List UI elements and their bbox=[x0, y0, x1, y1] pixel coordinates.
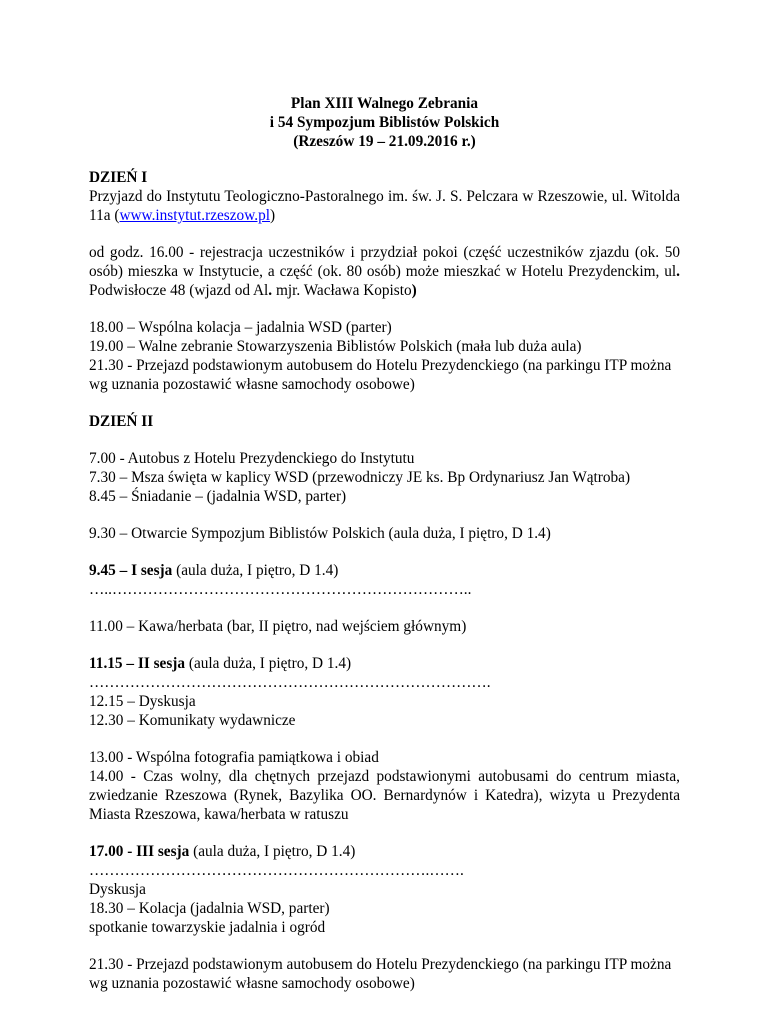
day2-afternoon bbox=[89, 748, 680, 824]
schedule-item: 12.15 – Dyskusja bbox=[89, 693, 196, 710]
schedule-item: 18.30 – Kolacja (jadalnia WSD, parter) bbox=[89, 900, 330, 917]
session-2-title: 11.15 – II sesja bbox=[89, 655, 186, 672]
schedule-item: 8.45 – Śniadanie – (jadalnia WSD, parter) bbox=[89, 488, 347, 505]
registration-close: ) bbox=[411, 282, 417, 299]
title-line-2: i 54 Sympozjum Biblistów Polskich bbox=[269, 114, 500, 131]
registration-text-3: mjr. Wacława Kopisto bbox=[272, 282, 412, 299]
schedule-item: 21.30 - Przejazd podstawionym autobusem do Hotelu Prezydenckiego (na parkingu ITP można wg uznania pozostawić własne samochody osobowe) bbox=[89, 357, 672, 393]
session-1 bbox=[89, 561, 680, 599]
day2-morning bbox=[89, 449, 680, 506]
schedule-item: 12.30 – Komunikaty wydawnicze bbox=[89, 712, 296, 729]
document-body bbox=[89, 94, 680, 1011]
session-2-placeholder: ……………………………………………………………………. bbox=[89, 674, 491, 691]
day1-arrival-text: Przyjazd do Instytutu Teologiczno-Pastoralnego im. św. J. S. Pelczara w Rzeszowie, ul. Witolda 11a ( bbox=[89, 188, 680, 224]
day1-arrival-close: ) bbox=[269, 207, 276, 224]
session-3-placeholder: ………………………………………………………….……. bbox=[89, 862, 464, 879]
schedule-item: 14.00 - Czas wolny, dla chętnych przejazd podstawionymi autobusami do centrum miasta, zwiedzanie Rzeszowa (Rynek, Bazylika OO. Bernardynów i Katedra), wizyta u Prezydenta Miasta Rzeszowa, kawa/herbata w ratuszu bbox=[89, 768, 680, 823]
day1-registration bbox=[89, 243, 680, 300]
schedule-item: 18.00 – Wspólna kolacja – jadalnia WSD (parter) bbox=[89, 319, 392, 336]
coffee-break: 11.00 – Kawa/herbata (bar, II piętro, nad wejściem głównym) bbox=[89, 618, 467, 635]
registration-text-1: od godz. 16.00 - rejestracja uczestników i przydział pokoi (część uczestników zjazdu (ok. 50 osób) mieszka w Instytucie, a część (ok. 80 osób) może mieszkać w Hotelu Prezydenckim, ul bbox=[89, 244, 680, 280]
day2-opening: 9.30 – Otwarcie Sympozjum Biblistów Polskich (aula duża, I piętro, D 1.4) bbox=[89, 525, 551, 542]
schedule-item: spotkanie towarzyskie jadalnia i ogród bbox=[89, 919, 326, 936]
schedule-item: Dyskusja bbox=[89, 881, 146, 898]
session-3-location: (aula duża, I piętro, D 1.4) bbox=[189, 843, 356, 860]
schedule-item: 19.00 – Walne zebranie Stowarzyszenia Biblistów Polskich (mała lub duża aula) bbox=[89, 338, 582, 355]
day1-schedule bbox=[89, 318, 680, 394]
registration-dot-2: . bbox=[268, 282, 273, 299]
day2-return: 21.30 - Przejazd podstawionym autobusem do Hotelu Prezydenckiego (na parkingu ITP można wg uznania pozostawić własne samochody osobowe) bbox=[89, 956, 672, 992]
day2-heading: DZIEŃ II bbox=[89, 413, 154, 430]
session-1-title: 9.45 – I sesja bbox=[89, 562, 173, 579]
session-2 bbox=[89, 654, 680, 730]
session-3-title: 17.00 - III sesja bbox=[89, 843, 190, 860]
day1-heading: DZIEŃ I bbox=[89, 169, 148, 186]
day1-arrival-section bbox=[89, 168, 680, 225]
institute-website-link[interactable]: www.instytut.rzeszow.pl bbox=[119, 207, 270, 224]
schedule-item: 7.30 – Msza święta w kaplicy WSD (przewodniczy JE ks. Bp Ordynariusz Jan Wątroba) bbox=[89, 469, 631, 486]
session-1-location: (aula duża, I piętro, D 1.4) bbox=[172, 562, 339, 579]
session-3 bbox=[89, 842, 680, 937]
session-1-placeholder: …..…………………………………………………………….. bbox=[89, 581, 472, 598]
document-title bbox=[89, 94, 680, 151]
registration-dot-1: . bbox=[676, 263, 680, 280]
schedule-item: 7.00 - Autobus z Hotelu Prezydenckiego do Instytutu bbox=[89, 450, 415, 467]
title-line-3: (Rzeszów 19 – 21.09.2016 r.) bbox=[293, 133, 476, 150]
session-2-location: (aula duża, I piętro, D 1.4) bbox=[185, 655, 352, 672]
title-line-1: Plan XIII Walnego Zebrania bbox=[290, 95, 479, 112]
registration-text-2: Podwisłocze 48 (wjazd od Al bbox=[89, 282, 269, 299]
schedule-item: 13.00 - Wspólna fotografia pamiątkowa i obiad bbox=[89, 749, 379, 766]
